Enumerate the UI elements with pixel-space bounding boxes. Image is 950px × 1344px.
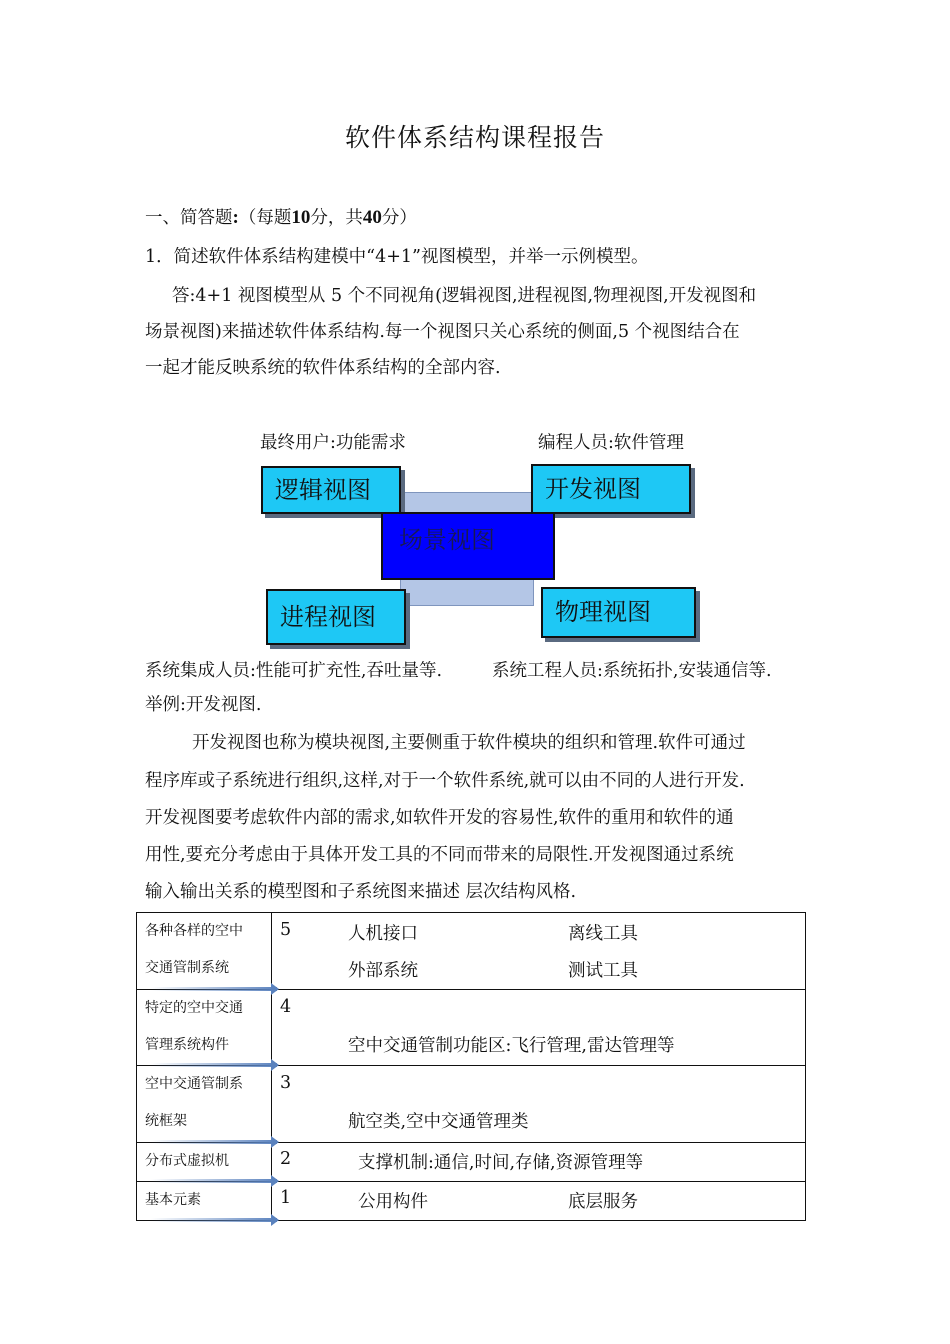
answer-line-3: 一起才能反映系统的软件体系结构的全部内容. xyxy=(145,358,501,378)
process-view-box: 进程视图 xyxy=(266,589,406,645)
development-view-box: 开发视图 xyxy=(531,464,691,514)
layer-number: 1 xyxy=(280,1188,292,1208)
document-title: 软件体系结构课程报告 xyxy=(344,123,605,152)
layer-label-line: 各种各样的空中 xyxy=(145,923,243,939)
layer-number: 4 xyxy=(280,997,292,1017)
layer-table xyxy=(136,912,806,1221)
layer-item: 空中交通管制功能区:飞行管理,雷达管理等 xyxy=(348,1036,675,1056)
question-1: 1．简述软件体系结构建模中“4+1”视图模型，并举一示例模型。 xyxy=(145,247,649,267)
layer-item: 人机接口 xyxy=(348,924,418,944)
layer-number: 2 xyxy=(280,1149,292,1169)
layer-item: 公用构件 xyxy=(358,1192,428,1212)
table-row xyxy=(137,1182,806,1221)
scenario-view-box: 场景视图 xyxy=(381,512,555,580)
layer-item: 测试工具 xyxy=(568,961,638,981)
layer-item: 支撑机制:通信,时间,存储,资源管理等 xyxy=(358,1153,644,1173)
layer-item: 航空类,空中交通管理类 xyxy=(348,1112,529,1132)
paragraph-line-2: 程序库或子系统进行组织,这样,对于一个软件系统,就可以由不同的人进行开发. xyxy=(145,771,745,791)
caption-engineer: 系统工程人员:系统拓扑,安装通信等. xyxy=(492,661,772,681)
paragraph-line-4: 用性,要充分考虑由于具体开发工具的不同而带来的局限性.开发视图通过系统 xyxy=(145,845,734,865)
table-row xyxy=(137,1066,806,1143)
layer-content xyxy=(272,913,806,990)
caption-integrator: 系统集成人员:性能可扩充性,吞吐量等. xyxy=(145,661,443,681)
layer-label-line: 特定的空中交通 xyxy=(145,1000,243,1016)
layer-label xyxy=(137,1182,272,1221)
layer-content xyxy=(272,1182,806,1221)
paragraph-line-3: 开发视图要考虑软件内部的需求,如软件开发的容易性,软件的重用和软件的通 xyxy=(145,808,734,828)
arrow-icon xyxy=(151,1218,277,1222)
layer-content xyxy=(272,990,806,1066)
paragraph-line-5: 输入输出关系的模型图和子系统图来描述 层次结构风格. xyxy=(145,882,577,902)
layer-item: 外部系统 xyxy=(348,961,418,981)
layer-label xyxy=(137,1143,272,1182)
layer-item: 底层服务 xyxy=(568,1192,638,1212)
caption-programmer: 编程人员:软件管理 xyxy=(538,433,684,453)
layer-content xyxy=(272,1066,806,1143)
logical-view-box: 逻辑视图 xyxy=(261,466,401,514)
table-row xyxy=(137,990,806,1066)
answer-line-1: 答:4+1 视图模型从 5 个不同视角(逻辑视图,进程视图,物理视图,开发视图和 xyxy=(172,286,757,306)
answer-line-2: 场景视图)来描述软件体系结构.每一个视图只关心系统的侧面,5 个视图结合在 xyxy=(145,322,740,342)
section-heading: 一、简答题:（每题10分，共40分） xyxy=(145,207,417,228)
layer-label xyxy=(137,913,272,990)
layer-number: 5 xyxy=(280,920,292,940)
layer-label-line: 分布式虚拟机 xyxy=(145,1153,229,1169)
layer-label xyxy=(137,990,272,1066)
layer-number: 3 xyxy=(280,1073,292,1093)
layer-label-line: 交通管制系统 xyxy=(145,960,229,976)
table-row xyxy=(137,913,806,990)
layer-label-line: 管理系统构件 xyxy=(145,1037,229,1053)
layer-label-line: 统框架 xyxy=(145,1113,187,1129)
layer-content xyxy=(272,1143,806,1182)
layer-label xyxy=(137,1066,272,1143)
example-heading: 举例:开发视图. xyxy=(145,695,262,715)
physical-view-box: 物理视图 xyxy=(541,587,696,638)
layer-item: 离线工具 xyxy=(568,924,638,944)
table-row xyxy=(137,1143,806,1182)
caption-end-user: 最终用户:功能需求 xyxy=(260,433,406,453)
layer-label-line: 空中交通管制系 xyxy=(145,1076,243,1092)
paragraph-line-1: 开发视图也称为模块视图,主要侧重于软件模块的组织和管理.软件可通过 xyxy=(192,733,746,753)
layer-label-line: 基本元素 xyxy=(145,1192,201,1208)
